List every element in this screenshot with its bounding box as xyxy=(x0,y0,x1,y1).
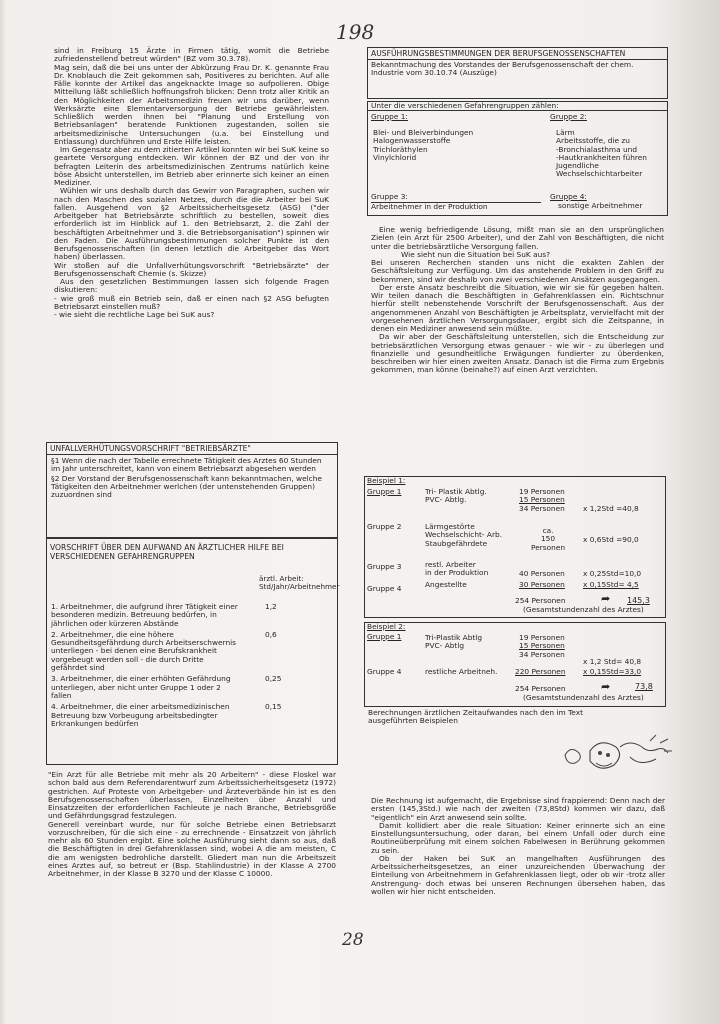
g2-item: -Bronchialasthma und xyxy=(556,144,638,154)
desc-line: Staubgefährdete xyxy=(425,538,488,548)
b1-group: Gruppe 3 xyxy=(367,562,402,571)
paragraph: Wie sieht nun die Situation bei SuK aus? xyxy=(401,249,551,259)
persons-line: ca. xyxy=(542,526,554,535)
b1-persons xyxy=(519,488,565,513)
desc-line: Tri-Plastik Abtlg xyxy=(425,633,483,642)
b2-desc xyxy=(425,634,482,651)
uvv-item: §1 Wenn die nach der Tabelle errechnete Tätigkeit des Arztes 60 Stunden im Jahr unterschreitet, kann von einem Betriebsarzt abgesehen werden xyxy=(51,456,322,474)
row-value: 0,15 xyxy=(265,702,282,712)
persons-line: 19 Personen xyxy=(519,633,565,642)
g1-items xyxy=(373,129,473,162)
g1-item: Trichloräthylen xyxy=(373,144,428,154)
beispiel-1-box xyxy=(364,476,666,618)
g2-item: -Hautkrankheiten führen xyxy=(556,152,647,162)
vorschrift-row xyxy=(51,631,333,672)
paragraph: Wir stoßen auf die Unfallverhütungsvorschrift "Betriebsärzte" der Berufsgenossenschaft Chemie (s. Skizze) xyxy=(54,260,329,278)
b1-calc: x 1,2Std =40,8 xyxy=(583,504,639,513)
desc-line: PVC- Abtlg. xyxy=(425,495,467,505)
uvv-items xyxy=(47,455,337,501)
b2-total-label: (Gesamtstundenzahl des Arztes) xyxy=(523,693,644,702)
arrow-icon: ➦ xyxy=(601,592,611,605)
b2-total-value: 73,8 xyxy=(635,682,653,691)
paragraph: Damit kollidiert aber die reale Situation: Keiner erinnerte sich an eine Einstellungsuntersuchung, oder daran, bei einem Unfall oder durch eine Routineüberprüfung mit einem solchen Fabelwesen in Berührung gekommen zu sein. xyxy=(371,820,665,855)
g2-item: Jugendliche xyxy=(556,161,599,171)
desc-line: restl. Arbeiter xyxy=(425,560,476,569)
paragraph: Da wir aber der Geschäftsleitung unterstellen, sich die Entscheidung zur betriebsärztlichen Versorgung etwas genauer - wie wir - zu überlegen und finanzielle und gesundheitliche Erwägungen fundierter zu überdenken, beschreiben wir hier einen zweiten Ansatz. Danach ist die Firma zum Ergebnis gekommen, man könne (beinahe?) auf einen Arzt verzichten. xyxy=(371,332,664,375)
paragraph: Mag sein, daß die bei uns unter der Abkürzung Frau Dr. K. genannte Frau Dr. Knoblauch die Zeit gekommen sah, Positiveres zu berichten. Auf alle Fälle konnte der Artikel das angeknackte Image so aufpolieren. Obige Mitteilung läßt schließlich hoffnungsfroh blicken: Denn trotz aller Kritik an den Möglichkeiten der Arbeitsmedizin freuen wir uns darüber, wenn Werksärzte eine Elementarversorgung der Betriebe gewährleisten. Schließlich werden ihnen bei "Planung und Erstellung von Betriebsanlagen" beratende Funktionen zugestanden, sollen sie arbeitsmedizinische Untersuchungen (u.a. bei Einstellung und Entlassung) durchführen und Erste Hilfe leisten. xyxy=(54,62,329,146)
persons-line: 15 Personen xyxy=(519,641,565,651)
paragraph: Die Rechnung ist aufgemacht, die Ergebnisse sind frappierend: Denn nach der ersten (145,3Std.) wie nach der zweiten (73,8Std) kommen wir dazu, daß "eigentlich" ein Arzt anwesend sein sollte. xyxy=(371,796,665,822)
g2-label: Gruppe 2: xyxy=(550,112,587,121)
paragraph: Generell vereinbart wurde, nur für solche Betriebe einen Betriebsarzt vorzuschreiben, für die sich eine - zu errechnende - Einsatzzeit von jährlich mehr als 60 Stunden ergibt. Eine solche Ausführung sieht dann so aus, daß die Beschäftigten in drei Gefahrenklassen sind, wobei A die am meisten, C die am wenigsten bedrohliche darstellt. Gliedert man nun die Arbeitszeit eines Arztes auf, so betreut er (Bsp. Stahlindustrie) in der Klasse A 2700 Arbeitnehmer, in der Klasse B 3270 und der Klasse C 10000. xyxy=(48,819,336,878)
b1-calc: x 0,6Std =90,0 xyxy=(583,535,639,544)
ausfuehrung-header-box xyxy=(367,47,668,99)
b1-persons: 40 Personen xyxy=(519,569,565,578)
left-column-text-2 xyxy=(48,771,336,878)
persons-line: 19 Personen xyxy=(519,487,565,496)
page-number-top: 198 xyxy=(336,20,375,44)
b1-persons: 30 Personen xyxy=(519,580,565,589)
g2-item: Arbeitsstoffe, die zu xyxy=(556,136,630,146)
beispiel-2-label: Beispiel 2: xyxy=(367,622,406,631)
b1-total-persons: 254 Personen xyxy=(515,596,566,605)
left-column-text-1 xyxy=(54,47,329,319)
persons-line: 150 xyxy=(540,534,556,544)
right-column-text-2 xyxy=(371,797,665,896)
row-text: 3. Arbeitnehmer, die einer erhöhten Gefährdung unterliegen, aber nicht unter Gruppe 1 oder 2 fallen xyxy=(51,674,231,700)
g1-item: Blei- und Bleiverbindungen xyxy=(373,128,474,137)
g3-text: Arbeitnehmer in der Produktion xyxy=(371,202,541,211)
b1-total-label: (Gesamtstundenzahl des Arztes) xyxy=(523,605,644,614)
b1-desc xyxy=(425,523,502,548)
ausfuehrung-title: AUSFÜHRUNGSBESTIMMUNGEN DER BERUFSGENOSSENSCHAFTEN xyxy=(368,48,667,60)
persons-line: 15 Personen xyxy=(519,495,565,505)
g2-item: Wechselschichtarbeiter xyxy=(556,169,643,179)
vorschrift-box xyxy=(46,538,338,765)
arrow-icon: ➦ xyxy=(601,680,611,693)
b1-group: Gruppe 4 xyxy=(367,584,402,593)
b1-group: Gruppe 1 xyxy=(367,487,402,496)
paragraph: sind in Freiburg 15 Ärzte in Firmen tätig, womit die Betriebe zufriedenstellend betreut würden" (BZ vom 30.3.78). xyxy=(54,46,329,64)
desc-line: Tri- Plastik Abtlg. xyxy=(425,487,487,496)
desc-line: PVC- Abtlg xyxy=(425,641,465,651)
vorschrift-col-header: ärztl. Arbeit: Std/Jahr/Arbeitnehmer xyxy=(259,574,340,592)
desc-line: in der Produktion xyxy=(425,568,489,578)
vorschrift-row xyxy=(51,603,333,628)
row-text: 1. Arbeitnehmer, die aufgrund ihrer Tätigkeit einer besonderen medizin. Betreuung bedürfen, in jährlichen oder kürzeren Abstände xyxy=(51,602,238,628)
b2-persons: 220 Personen xyxy=(515,667,566,676)
paragraph: Eine wenig befriedigende Lösung, mißt man sie an den ursprünglichen Zielen (ein Arzt für 2500 Arbeiter), und der Zahl von Beschäftigten, die nicht unter die betriebsärztliche Versorgung fallen. xyxy=(371,225,664,251)
b1-calc: x 0,15Std= 4,5 xyxy=(583,580,639,589)
b1-total-value: 145,3 xyxy=(627,596,650,605)
ausfuehrung-subtitle: Bekanntmachung des Vorstandes der Berufsgenossenschaft der chem. Industrie vom 30.10.74 (Auszüge) xyxy=(371,60,634,78)
g2-items xyxy=(556,129,647,179)
beispiel-1-label: Beispiel 1: xyxy=(367,476,406,485)
paragraph: Der erste Ansatz beschreibt die Situation, wie wir sie für gegeben halten. Wir teilen danach die Beschäftigten in Gefahrenklassen ein. Richtschnur hierfür stellt nebenstehende Vorschrift der Berufsgenossenschaft. Aus der angenommenen Anzahl von Beschäftigten je Arbeitsplatz, vervielfacht mit der vorgesehenen ärztlichen Versorgungsdauer, ergibt sich die Zeitspanne, in denen ein Mediziner anwesend sein müßte. xyxy=(371,282,664,333)
page-number-bottom: 28 xyxy=(342,930,364,950)
b2-desc: restliche Arbeitneh. xyxy=(425,667,498,676)
b2-persons xyxy=(519,634,565,659)
gefahrengruppen-box xyxy=(367,101,668,216)
persons-line: 34 Personen xyxy=(519,649,565,659)
calculation-caption: Berechnungen ärztlichen Zeitaufwandes nach den im Text ausgeführten Beispielen xyxy=(368,708,583,726)
desc-line: Wechselschicht- Arb. xyxy=(425,530,503,540)
paragraph: Im Gegensatz aber zu dem zitierten Artikel konnten wir bei SuK keine so geartete Versorgung entdecken. Wir können der BZ und der von ihr befragten Leiterin des arbeitsmedizinischen Zentrums natürlich keine böse Absicht unterstellen, im Betrieb aber erinnerte sich keiner an einen Mediziner. xyxy=(54,145,329,187)
vorschrift-row xyxy=(51,675,333,700)
b2-group: Gruppe 4 xyxy=(367,667,402,676)
b2-group: Gruppe 1 xyxy=(367,632,402,641)
vorschrift-row xyxy=(51,703,333,728)
b2-total-persons: 254 Personen xyxy=(515,684,566,693)
paragraph: Aus den gesetzlichen Bestimmungen lassen sich folgende Fragen diskutieren: xyxy=(54,277,329,295)
doodle-illustration xyxy=(560,733,680,783)
b1-desc: Angestellte xyxy=(425,580,467,589)
g1-item: Vinylchlorid xyxy=(373,152,417,162)
g4-label: Gruppe 4: xyxy=(550,192,587,201)
g4-text: sonstige Arbeitnehmer xyxy=(558,201,643,210)
row-text: 4. Arbeitnehmer, die einer arbeitsmedizinischen Betreuung bzw Vorbeugung arbeitsbedingter Erkrankungen bedürfen xyxy=(51,702,230,728)
b2-calc: x 1,2 Std= 40,8 xyxy=(583,657,642,666)
uvv-box xyxy=(46,442,338,538)
beispiel-2-box xyxy=(364,622,666,707)
paragraph: Ob der Haken bei SuK an mangelhaften Ausführungen des Arbeitssicherheitsgesetzes, an einer unzureichenden Überwachung der Einteilung von Arbeitnehmern in Gefahrenklassen liegt, oder ob wir -trotz aller Anstrengung- doch etwas bei unseren Rechnungen übersehen haben, das wollen wir hier nicht entscheiden. xyxy=(371,853,665,896)
b1-group: Gruppe 2 xyxy=(367,522,402,531)
g1-label: Gruppe 1: xyxy=(371,112,408,121)
row-value: 0,6 xyxy=(265,629,277,639)
right-column-text-1 xyxy=(371,226,664,375)
vorschrift-title: VORSCHRIFT ÜBER DEN AUFWAND AN ÄRZTLICHER HILFE BEI VERSCHIEDENEN GEFAHRENGRUPPEN xyxy=(50,543,284,561)
persons-line: Personen xyxy=(531,542,566,552)
gruppen-intro: Unter die verschiedenen Gefahrengruppen zählen: xyxy=(368,102,667,111)
desc-line: Lärmgestörte xyxy=(425,522,475,531)
row-value: 0,25 xyxy=(265,674,282,684)
b1-calc: x 0,25Std=10,0 xyxy=(583,569,642,578)
b1-desc xyxy=(425,561,488,578)
b1-desc xyxy=(425,488,487,505)
b1-persons xyxy=(531,527,565,552)
g2-item: Lärm xyxy=(556,128,575,137)
row-text: 2. Arbeitnehmer, die eine höhere Gesundheitsgefährdung durch Arbeitserschwernis unterliegen - bei denen eine Berufskrankheit vorgebeugt werden soll - die durch Dritte gefährdet sind xyxy=(51,629,237,673)
paragraph: Bei unseren Recherchen standen uns nicht die exakten Zahlen der Geschäftsleitung zur Verfügung. Um das anstehende Problem in den Griff zu bekommen, sind wir deshalb von zwei verschiedenen Ansätzen ausgegangen. xyxy=(371,258,664,284)
g3-label: Gruppe 3: xyxy=(371,192,408,201)
row-value: 1,2 xyxy=(265,602,277,611)
paragraph: - wie sieht die rechtliche Lage bei SuK aus? xyxy=(54,310,215,319)
paragraph: "Ein Arzt für alle Betriebe mit mehr als 20 Arbeitern" - diese Floskel war schon bald aus dem Referendarentwurf zum Arbeitssicherheitsgesetz (1972) gestrichen. Auf Proteste von Arbeitgeber- und Ärzteverbände hin ist es den Berufsgenossenschaften überlassen, Einzelheiten über Anzahl und Einsatzzeiten der erforderlichen Fachleute je nach Branche, Betriebsgröße und Gefährdungsgrad festzulegen. xyxy=(48,770,336,821)
persons-line: 34 Personen xyxy=(519,503,565,513)
b2-calc: x 0,15Std=33,0 xyxy=(583,667,642,676)
paragraph: - wie groß muß ein Betrieb sein, daß er einen nach §2 ASG befugten Betriebsarzt einstellen muß? xyxy=(54,293,329,311)
paragraph: Wühlen wir uns deshalb durch das Gewirr von Paragraphen, suchen wir nach den Maschen des sozialen Netzes, durch die die Arbeiter bei SuK fallen. Ausgehend von §2 Arbeitssicherheitsgesetz (ASG) ("der Arbeitgeber hat Betriebsärzte schriftlich zu bestellen, soweit dies erforderlich ist im Hinblick auf 1. den Betriebsarzt, 2. die Zahl der beschäftigten Arbeitnehmer und 3. die Betriebsorganisation") spinnen wir den Faden. Die Ausführungsbestimmungen solcher Punkte ist den Berufsgenossenschaften (in denen letztlich die Arbeitgeber das Wort haben) überlassen. xyxy=(54,186,329,262)
uvv-title: UNFALLVERHÜTUNGSVORSCHRIFT "BETRIEBSÄRZTE" xyxy=(47,443,337,455)
uvv-item: §2 Der Vorstand der Berufsgenossenschaft kann bekanntmachen, welche Tätigkeiten den Arbeitnehmer werlchen (der untenstehenden Gruppen) zuzuordnen sind xyxy=(51,473,322,500)
g1-item: Halogenwasserstoffe xyxy=(373,136,451,146)
